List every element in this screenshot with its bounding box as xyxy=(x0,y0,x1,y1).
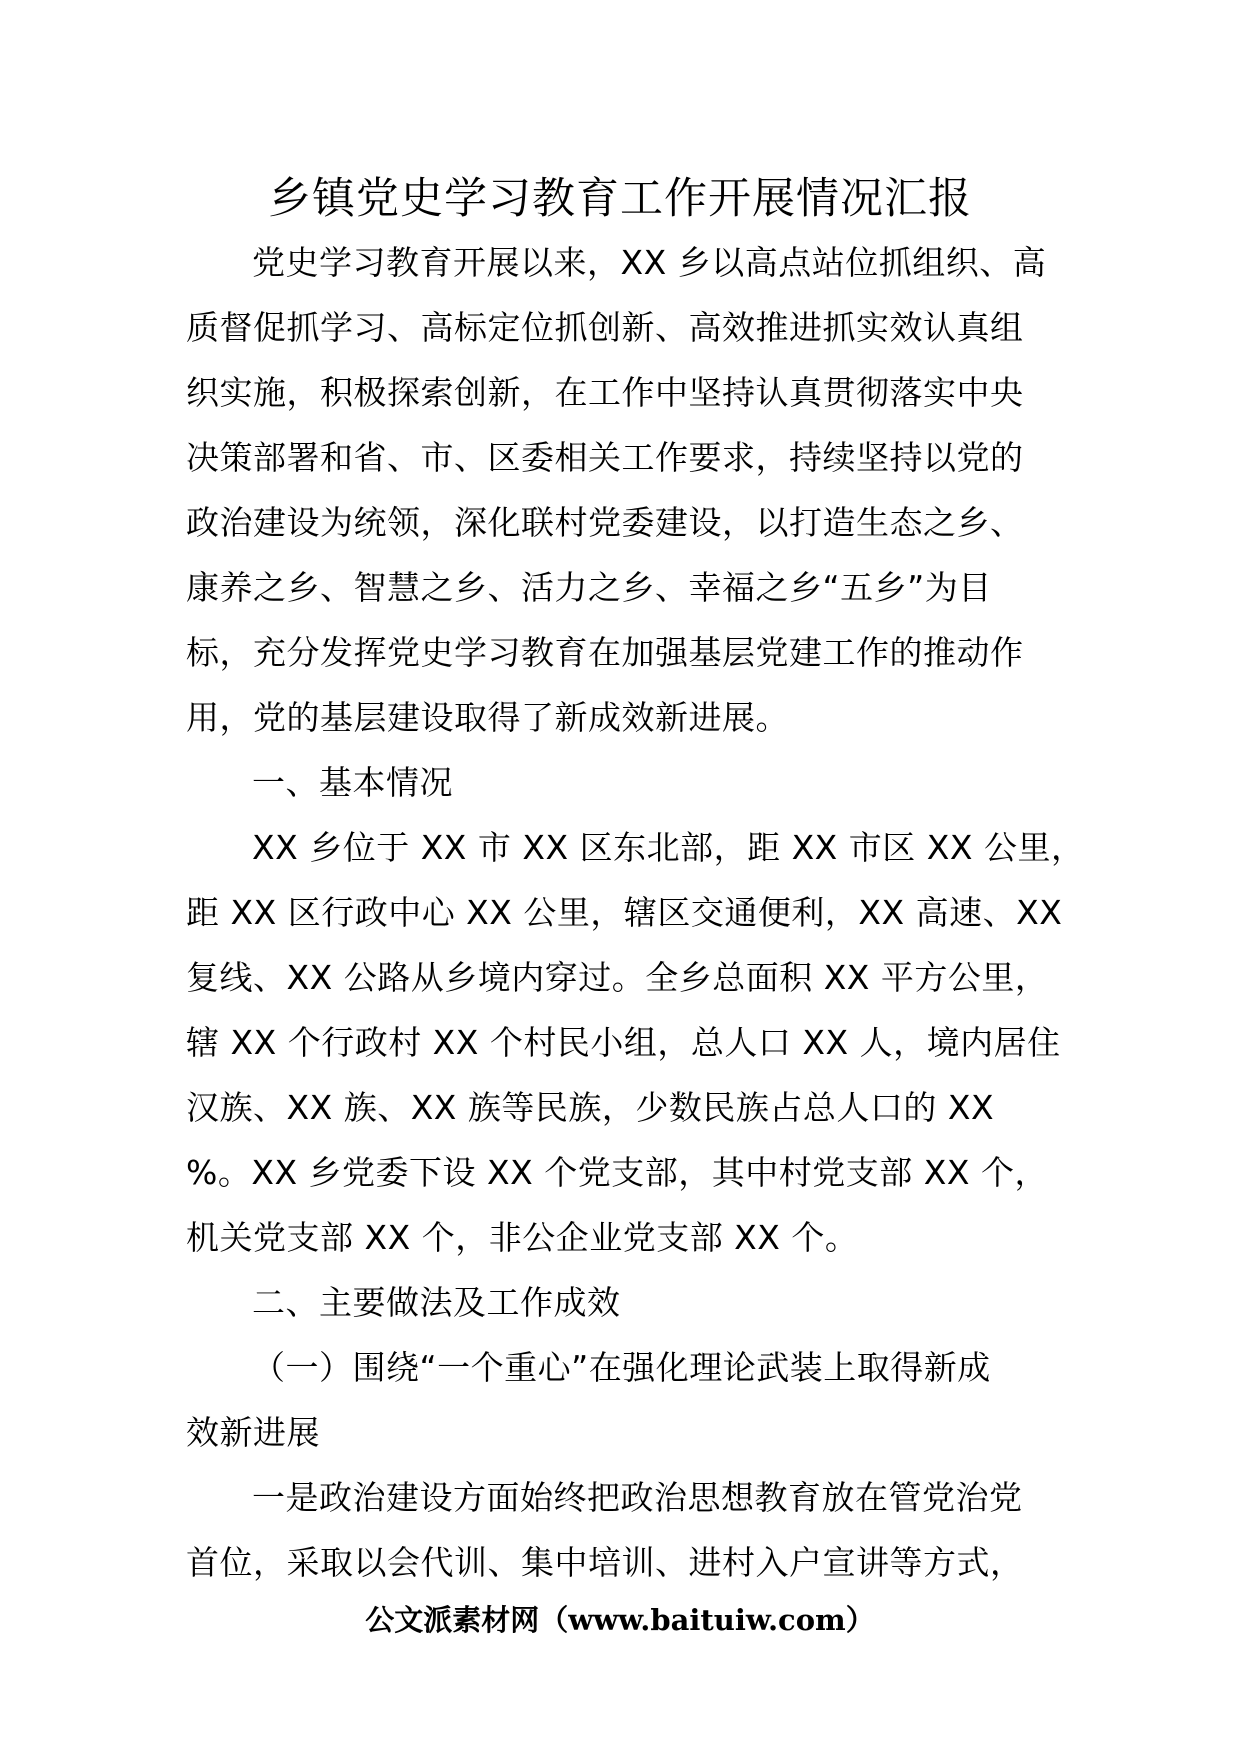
paragraph-line: 辖 XX 个行政村 XX 个村民小组，总人口 XX 人，境内居住 xyxy=(186,1023,1061,1062)
section-heading: 一、基本情况 xyxy=(252,763,453,802)
paragraph-line: %。XX 乡党委下设 XX 个党支部，其中村党支部 XX 个， xyxy=(186,1153,1048,1192)
paragraph-line: 政治建设为统领，深化联村党委建设，以打造生态之乡、 xyxy=(186,503,1024,542)
subsection-heading: （一）围绕“一个重心”在强化理论武装上取得新成 xyxy=(252,1348,991,1387)
paragraph-line: 距 XX 区行政中心 XX 公里，辖区交通便利，XX 高速、XX xyxy=(186,893,1063,932)
paragraph-line: XX 乡位于 XX 市 XX 区东北部，距 XX 市区 XX 公里， xyxy=(252,828,1085,867)
paragraph-line: 标，充分发挥党史学习教育在加强基层党建工作的推动作 xyxy=(186,633,1024,672)
footer-watermark: 公文派素材网（www.baituiw.com） xyxy=(365,1603,875,1637)
paragraph-line: 织实施，积极探索创新，在工作中坚持认真贯彻落实中央 xyxy=(186,373,1024,412)
paragraph-line: 决策部署和省、市、区委相关工作要求，持续坚持以党的 xyxy=(186,438,1024,477)
paragraph-line: 用，党的基层建设取得了新成效新进展。 xyxy=(186,698,789,737)
section-heading: 二、主要做法及工作成效 xyxy=(252,1283,621,1322)
paragraph-line: 质督促抓学习、高标定位抓创新、高效推进抓实效认真组 xyxy=(186,308,1024,347)
paragraph-line: 首位，采取以会代训、集中培训、进村入户宣讲等方式， xyxy=(186,1543,1024,1582)
subsection-heading-continued: 效新进展 xyxy=(186,1413,320,1452)
paragraph-line: 一是政治建设方面始终把政治思想教育放在管党治党 xyxy=(252,1478,1023,1517)
document-title: 乡镇党史学习教育工作开展情况汇报 xyxy=(268,174,972,224)
paragraph-line: 复线、XX 公路从乡境内穿过。全乡总面积 XX 平方公里， xyxy=(186,958,1049,997)
paragraph-line: 汉族、XX 族、XX 族等民族，少数民族占总人口的 XX xyxy=(186,1088,995,1127)
paragraph-line: 康养之乡、智慧之乡、活力之乡、幸福之乡“五乡”为目 xyxy=(186,568,992,607)
paragraph-line: 党史学习教育开展以来，XX 乡以高点站位抓组织、高 xyxy=(252,243,1047,282)
document-body xyxy=(186,230,1085,1595)
paragraph-line: 机关党支部 XX 个，非公企业党支部 XX 个。 xyxy=(186,1218,859,1257)
